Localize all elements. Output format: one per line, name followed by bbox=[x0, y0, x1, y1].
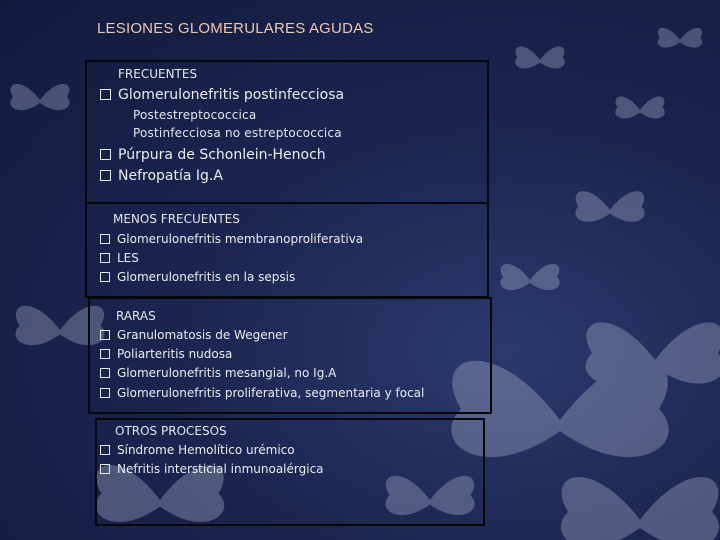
butterfly-icon bbox=[658, 28, 702, 48]
section-heading: FRECUENTES bbox=[118, 67, 198, 81]
checkbox-icon bbox=[100, 234, 110, 244]
list-item: Glomerulonefritis proliferativa, segmentaria y focal bbox=[100, 386, 424, 400]
butterfly-icon bbox=[615, 97, 664, 119]
list-item: Glomerulonefritis en la sepsis bbox=[100, 270, 295, 284]
checkbox-icon bbox=[100, 388, 110, 398]
section-heading: RARAS bbox=[116, 309, 156, 323]
butterfly-icon bbox=[575, 191, 644, 222]
list-item: Síndrome Hemolítico urémico bbox=[100, 443, 295, 457]
butterfly-icon bbox=[500, 264, 559, 290]
list-item: Poliarteritis nudosa bbox=[100, 347, 232, 361]
checkbox-icon bbox=[100, 89, 111, 100]
sub-item: Postestreptococcica bbox=[133, 108, 257, 122]
checkbox-icon bbox=[100, 253, 110, 263]
list-item: Granulomatosis de Wegener bbox=[100, 328, 288, 342]
checkbox-icon bbox=[100, 368, 110, 378]
checkbox-icon bbox=[100, 149, 111, 160]
list-item: Glomerulonefritis membranoproliferativa bbox=[100, 232, 363, 246]
list-item: LES bbox=[100, 251, 139, 265]
section-heading: OTROS PROCESOS bbox=[115, 424, 227, 438]
page-title: LESIONES GLOMERULARES AGUDAS bbox=[97, 20, 374, 37]
checkbox-icon bbox=[100, 464, 110, 474]
list-item: Nefritis intersticial inmunoalérgica bbox=[100, 462, 324, 476]
checkbox-icon bbox=[100, 349, 110, 359]
list-item: Glomerulonefritis postinfecciosa bbox=[100, 87, 344, 103]
butterfly-icon bbox=[10, 84, 69, 110]
butterfly-icon bbox=[561, 477, 719, 540]
list-item: Nefropatía Ig.A bbox=[100, 168, 223, 184]
butterfly-icon bbox=[515, 47, 564, 69]
section-heading: MENOS FRECUENTES bbox=[113, 212, 240, 226]
checkbox-icon bbox=[100, 170, 111, 181]
checkbox-icon bbox=[100, 272, 110, 282]
list-item: Púrpura de Schonlein-Henoch bbox=[100, 147, 326, 163]
checkbox-icon bbox=[100, 445, 110, 455]
checkbox-icon bbox=[100, 330, 110, 340]
sub-item: Postinfecciosa no estreptococcica bbox=[133, 126, 342, 140]
list-item: Glomerulonefritis mesangial, no Ig.A bbox=[100, 366, 336, 380]
